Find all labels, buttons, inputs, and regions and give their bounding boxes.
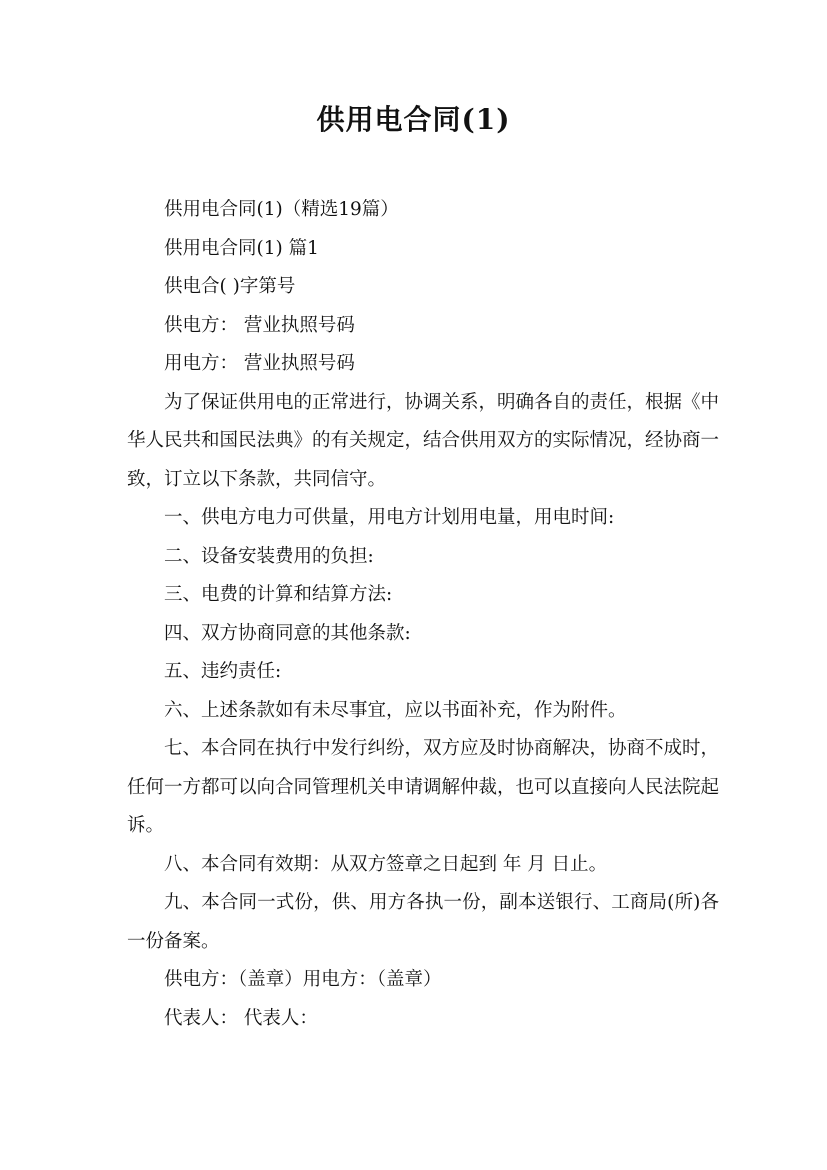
paragraph-clause-8: 八、本合同有效期：从双方签章之日起到 年 月 日止。 [164,853,608,875]
paragraph-clause-1: 一、供电方电力可供量，用电方计划用电量，用电时间: [164,507,615,528]
paragraph-preamble: 为了保证供用电的正常进行，协调关系，明确各自的责任，根据《中华人民共和国民法典》的有关规定，结合供用双方的实际情况，经协商一致，订立以下条款，共同信守。 [127,391,720,490]
paragraph-contract-number: 供电合( )字第号 [164,276,296,297]
paragraph-supplier: 供电方： 营业执照号码 [164,314,355,336]
paragraph-clause-9: 九、本合同一式份，供、用方各执一份，副本送银行、工商局(所)各一份备案。 [127,892,719,952]
paragraph-clause-6: 六、上述条款如有未尽事宜，应以书面补充，作为附件。 [164,699,627,721]
paragraph-clause-5: 五、违约责任: [164,661,282,682]
paragraph-representatives: 代表人： 代表人： [164,1007,318,1029]
paragraph-seals: 供电方：（盖章）用电方：（盖章） [164,969,442,990]
paragraph-subtitle: 供用电合同(1)（精选19篇） [164,199,399,220]
paragraph-clause-7: 七、本合同在执行中发行纠纷，双方应及时协商解决，协商不成时，任何一方都可以向合同管理机关申请调解仲裁，也可以直接向人民法院起诉。 [127,738,720,836]
paragraph-clause-3: 三、电费的计算和结算方法: [164,584,393,605]
paragraph-clause-4: 四、双方协商同意的其他条款: [164,622,411,644]
document-title: 供用电合同(1) [316,103,511,136]
paragraph-consumer: 用电方： 营业执照号码 [164,353,355,374]
paragraph-section-heading: 供用电合同(1) 篇1 [164,237,319,259]
document-body [127,191,719,1038]
paragraph-clause-2: 二、设备安装费用的负担: [164,545,374,567]
